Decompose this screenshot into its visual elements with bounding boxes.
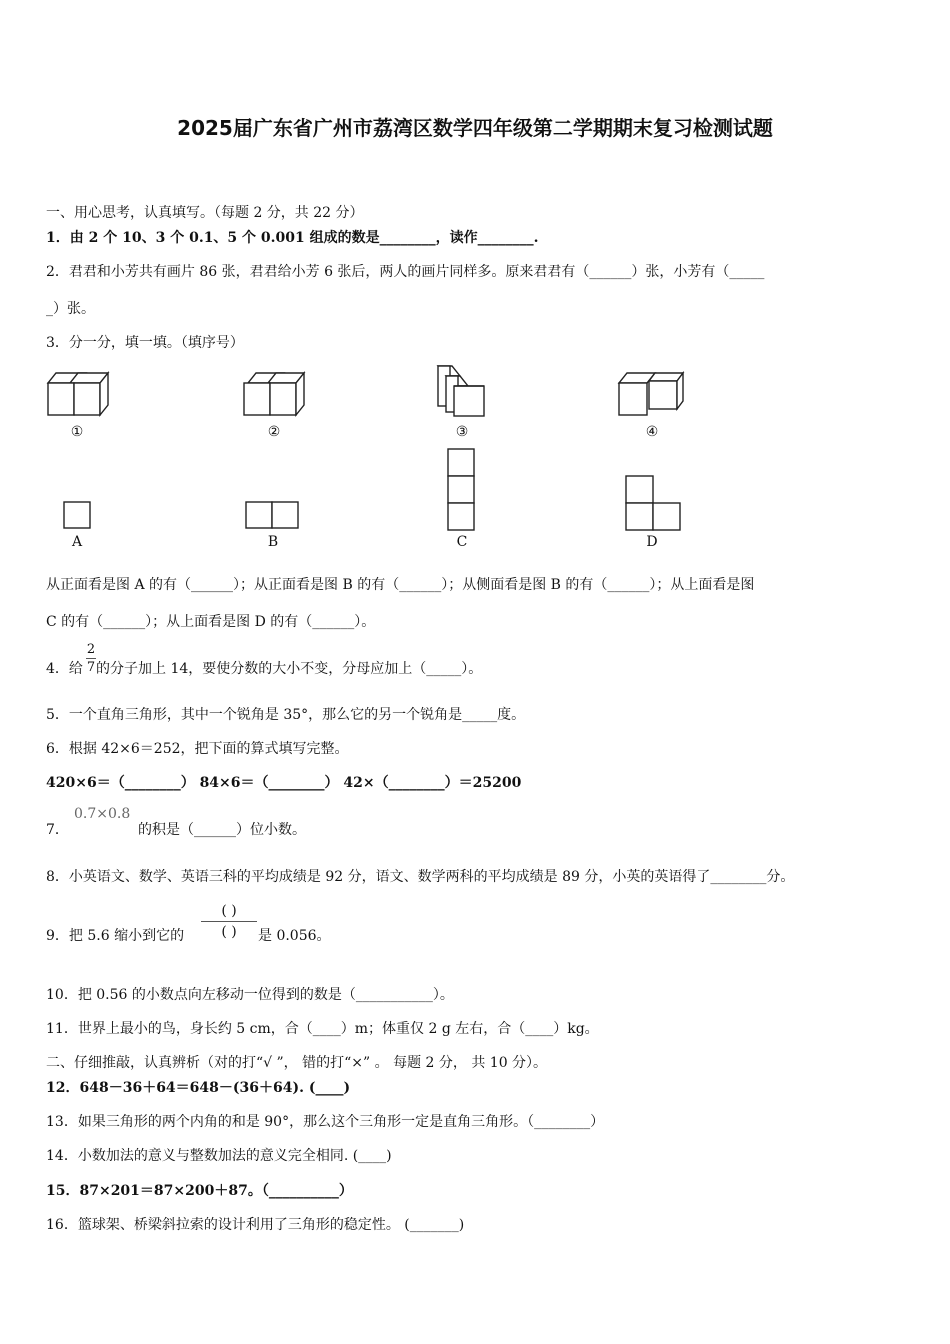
question-15: 15．87×201＝87×200＋87。（__________）: [46, 1183, 353, 1199]
question-5: 5．一个直角三角形，其中一个锐角是 35°，那么它的另一个锐角是_____度。: [46, 707, 526, 723]
page-title: 2025届广东省广州市荔湾区数学四年级第二学期期末复习检测试题: [177, 116, 773, 140]
question-9-prefix: 9．把 5.6 缩小到它的: [46, 928, 185, 944]
question-7-text: 的积是（______）位小数。: [138, 822, 306, 838]
question-4-prefix: 4．给: [46, 661, 83, 677]
question-16: 16．篮球架、桥梁斜拉索的设计利用了三角形的稳定性。 (_______): [46, 1217, 465, 1233]
view-b: [243, 500, 303, 532]
fraction-denominator: 7: [86, 660, 96, 675]
question-6: 6．根据 42×6＝252，把下面的算式填写完整。: [46, 741, 349, 757]
fraction-numerator: ( ): [221, 903, 237, 919]
fraction-numerator: 2: [86, 642, 96, 657]
question-7-prefix: 7．: [46, 822, 69, 838]
figure-2-label: ②: [267, 424, 281, 440]
question-1: 1．由 2 个 10、3 个 0.1、5 个 0.001 组成的数是________，读作________.: [46, 230, 539, 246]
view-a: [60, 500, 96, 532]
question-2-line-1: 2．君君和小芳共有画片 86 张，君君给小芳 6 张后，两人的画片同样多。原来君君有（______）张，小芳有（_____: [46, 264, 765, 280]
section-1-heading: 一、用心思考，认真填写。（每题 2 分，共 22 分）: [46, 205, 364, 221]
figure-2-cubes: [240, 369, 308, 421]
question-10: 10．把 0.56 的小数点向左移动一位得到的数是（___________）。: [46, 987, 454, 1003]
view-d-label: D: [646, 534, 658, 550]
question-8: 8．小英语文、数学、英语三科的平均成绩是 92 分，语文、数学两科的平均成绩是 89 分，小英的英语得了________分。: [46, 869, 795, 885]
question-4-text: 的分子加上 14，要使分数的大小不变，分母应加上（_____）。: [96, 661, 483, 677]
question-2-line-2: _）张。: [46, 301, 95, 317]
section-2-heading: 二、仔细推敲，认真辨析（对的打“√ ”， 错的打“×” 。 每题 2 分， 共 10 分）。: [46, 1055, 548, 1071]
view-a-label: A: [71, 534, 83, 550]
question-14: 14．小数加法的意义与整数加法的意义完全相同. (____): [46, 1148, 392, 1164]
figure-4-cubes: [615, 369, 687, 421]
question-3-blanks-line-1: 从正面看是图 A 的有（______）；从正面看是图 B 的有（______）；从侧面看是图 B 的有（______）；从上面看是图: [46, 577, 755, 593]
question-9-fraction: [201, 902, 257, 941]
figure-3-label: ③: [455, 424, 469, 440]
figure-1-cubes: [44, 369, 110, 421]
question-3-blanks-line-2: C 的有（______）；从上面看是图 D 的有（______）。: [46, 614, 376, 630]
question-4-fraction: [86, 642, 96, 675]
fraction-bar: [201, 921, 257, 922]
fraction-denominator: ( ): [221, 924, 237, 940]
question-13: 13．如果三角形的两个内角的和是 90°，那么这个三角形一定是直角三角形。（________）: [46, 1114, 605, 1130]
fraction-bar: [86, 658, 96, 659]
view-d: [622, 474, 684, 534]
question-7-expression: 0.7×0.8: [74, 806, 131, 822]
question-3: 3．分一分，填一填。（填序号）: [46, 335, 244, 351]
figure-4-label: ④: [645, 424, 659, 440]
question-9-text: 是 0.056。: [258, 928, 331, 944]
figure-1-label: ①: [70, 424, 84, 440]
question-6-items: 420×6＝（________） 84×6＝（________） 42×（________）＝25200: [46, 775, 522, 791]
view-c-label: C: [456, 534, 468, 550]
question-11: 11．世界上最小的鸟，身长约 5 cm，合（____）m；体重仅 2 g 左右，合（____）kg。: [46, 1021, 599, 1037]
view-c: [444, 447, 480, 533]
figure-3-cubes: [432, 362, 490, 420]
view-b-label: B: [267, 534, 279, 550]
question-12: 12．648－36＋64＝648－(36＋64). (____): [46, 1080, 351, 1096]
